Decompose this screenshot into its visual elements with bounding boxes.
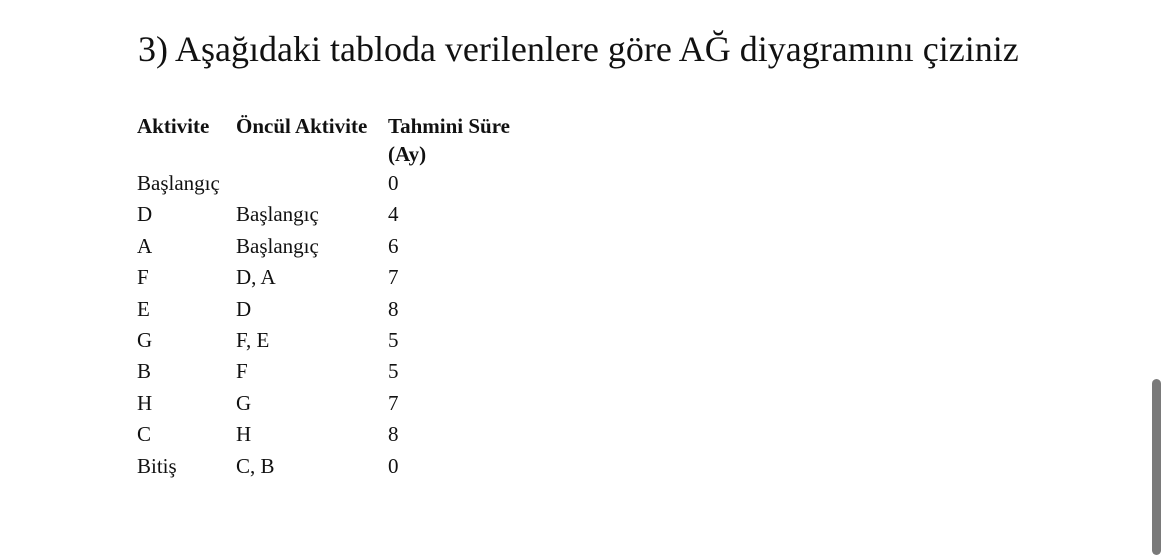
activity-cell: G: [137, 328, 153, 353]
predecessor-cell: D, A: [236, 265, 276, 290]
header-activity: Aktivite: [137, 114, 210, 138]
predecessor-cell: F: [236, 359, 248, 384]
table-row: [137, 451, 538, 482]
table-row: [137, 168, 538, 199]
table-row: [137, 419, 538, 450]
activity-table: [137, 112, 538, 482]
activity-cell: E: [137, 296, 150, 321]
duration-cell: 5: [388, 359, 399, 384]
activity-cell: D: [137, 202, 153, 227]
activity-cell: C: [137, 422, 152, 447]
duration-cell: 8: [388, 422, 399, 447]
table-header-row: [137, 112, 538, 168]
activity-cell: B: [137, 359, 152, 384]
table-row: [137, 356, 538, 387]
table-row: [137, 388, 538, 419]
predecessor-cell: D: [236, 296, 252, 321]
header-predecessor: Öncül Aktivite: [236, 114, 368, 138]
duration-cell: 0: [388, 171, 399, 195]
scrollbar-thumb[interactable]: [1152, 379, 1161, 555]
table-row: [137, 325, 538, 356]
predecessor-cell: Başlangıç: [236, 202, 319, 227]
activity-cell: Bitiş: [137, 453, 177, 478]
duration-cell: 8: [388, 296, 399, 321]
duration-cell: 5: [388, 328, 399, 353]
predecessor-cell: C, B: [236, 453, 275, 478]
predecessor-cell: H: [236, 422, 252, 447]
table-row: [137, 231, 538, 262]
table-row: [137, 262, 538, 293]
predecessor-cell: G: [236, 390, 252, 415]
predecessor-cell: [236, 168, 388, 199]
predecessor-cell: Başlangıç: [236, 233, 319, 258]
table-row: [137, 199, 538, 230]
duration-cell: 4: [388, 202, 399, 227]
duration-cell: 0: [388, 453, 399, 478]
activity-cell: H: [137, 390, 153, 415]
header-duration: Tahmini Süre (Ay): [388, 114, 510, 166]
duration-cell: 6: [388, 233, 399, 258]
question-title: 3) Aşağıdaki tabloda verilenlere göre AĞ diyagramını çiziniz: [138, 29, 1019, 69]
activity-cell: Başlangıç: [137, 171, 220, 195]
duration-cell: 7: [388, 265, 399, 290]
duration-cell: 7: [388, 390, 399, 415]
table-row: [137, 294, 538, 325]
predecessor-cell: F, E: [236, 328, 270, 353]
activity-cell: F: [137, 265, 149, 290]
activity-cell: A: [137, 233, 153, 258]
